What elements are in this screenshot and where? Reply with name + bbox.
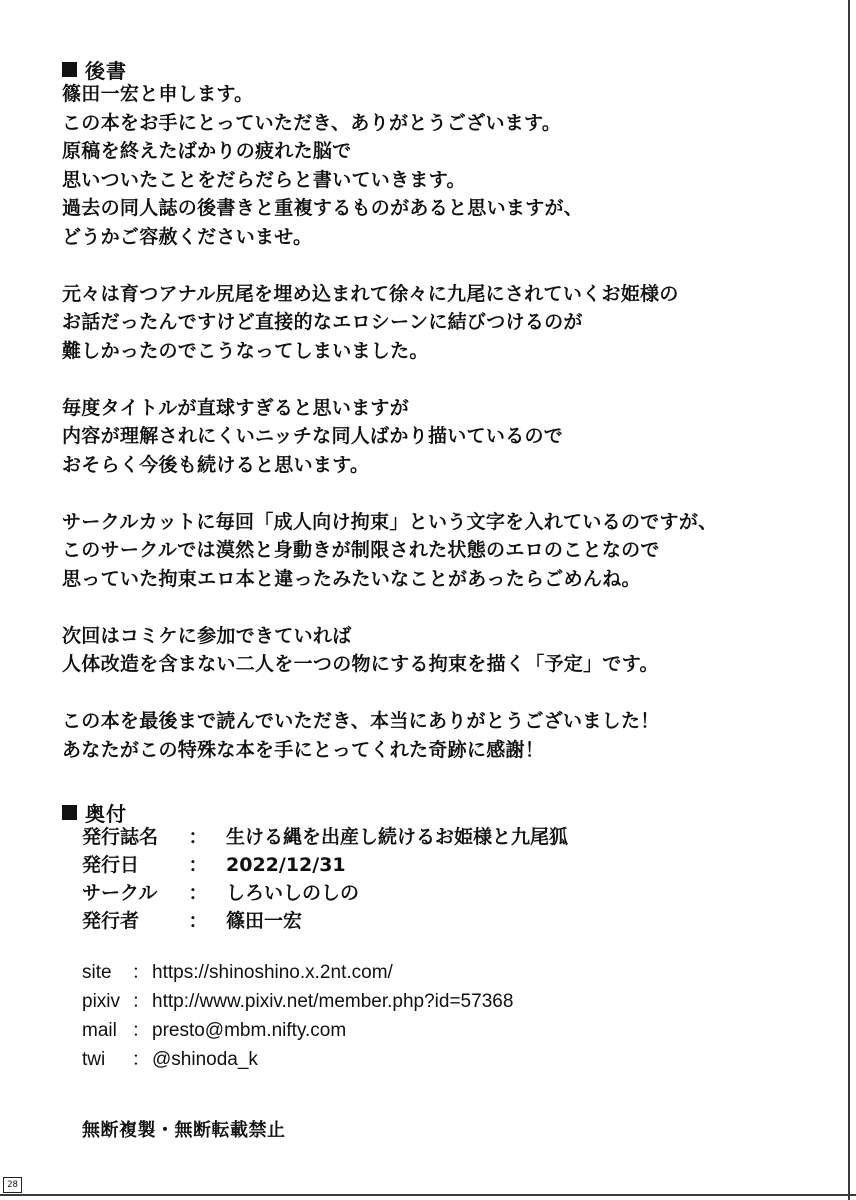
afterword-line: あなたがこの特殊な本を手にとってくれた奇跡に感謝！ (62, 738, 545, 761)
link-separator: ： (131, 962, 151, 983)
link-label: pixiv (82, 991, 121, 1012)
link-separator: ： (131, 1020, 151, 1041)
afterword-line: おそらく今後も続けると思います。 (62, 453, 370, 476)
paragraph-gap (62, 593, 802, 622)
afterword-line: 難しかったのでこうなってしまいました。 (62, 339, 429, 362)
colophon-label: サークル (82, 882, 158, 904)
link-row-twi (82, 1045, 513, 1074)
afterword-line: このサークルでは漠然と身動きが制限された状態のエロのことなので (62, 539, 660, 561)
link-separator: ： (131, 1049, 151, 1070)
afterword-line: 元々は育つアナル尻尾を埋め込まれて徐々に九尾にされていくお姫様の (62, 282, 679, 305)
colophon-value: 生ける縄を出産し続けるお姫様と九尾狐 (226, 826, 569, 848)
contact-links (82, 958, 513, 1074)
mail-address[interactable]: presto@mbm.nifty.com (152, 1020, 347, 1041)
colophon-row-circle (82, 879, 568, 907)
afterword-line: 毎度タイトルが直球すぎると思いますが (62, 396, 410, 419)
link-label: mail (82, 1020, 117, 1041)
link-label: twi (82, 1049, 106, 1070)
pixiv-url[interactable]: http://www.pixiv.net/member.php?id=57368 (152, 991, 514, 1012)
page-edge-right (848, 0, 850, 1200)
colophon-separator: ： (188, 882, 208, 904)
link-row-site (82, 958, 513, 987)
afterword-line: 過去の同人誌の後書きと重複するものがあると思いますが、 (62, 197, 584, 219)
link-label: site (82, 962, 112, 983)
afterword-line: 次回はコミケに参加できていれば (62, 624, 352, 647)
paragraph-gap (62, 679, 802, 708)
colophon-heading-text: 奥付 (85, 802, 127, 826)
colophon-value: しろいしのしの (226, 882, 360, 904)
colophon-row-publisher (82, 907, 568, 935)
site-url[interactable]: https://shinoshino.x.2nt.com/ (152, 962, 393, 983)
copyright-notice: 無断複製・無断転載禁止 (82, 1120, 286, 1141)
paragraph-gap (62, 479, 802, 508)
afterword-body (62, 80, 802, 764)
page-number: 28 (3, 1177, 22, 1193)
afterword-line: この本を最後まで読んでいただき、本当にありがとうございました！ (62, 710, 660, 732)
black-square-icon (62, 805, 77, 820)
link-row-pixiv (82, 987, 513, 1016)
colophon-label: 発行日 (82, 854, 140, 876)
paragraph-gap (62, 251, 802, 280)
afterword-line: 篠田一宏と申します。 (62, 83, 254, 105)
black-square-icon (62, 62, 77, 77)
afterword-line: お話だったんですけど直接的なエロシーンに結びつけるのが (62, 311, 583, 333)
link-row-mail (82, 1016, 513, 1045)
colophon-table (82, 823, 568, 935)
afterword-line: 思いついたことをだらだらと書いていきます。 (62, 168, 466, 191)
page-edge-bottom (0, 1194, 856, 1196)
colophon-value: 篠田一宏 (226, 910, 303, 932)
afterword-line: サークルカットに毎回「成人向け拘束」という文字を入れているのですが、 (62, 510, 718, 533)
afterword-line: この本をお手にとっていただき、ありがとうございます。 (62, 111, 562, 134)
colophon-row-date (82, 851, 568, 879)
afterword-line: 思っていた拘束エロ本と違ったみたいなことがあったらごめんね。 (62, 567, 641, 590)
colophon-row-title (82, 823, 568, 851)
paragraph-gap (62, 365, 802, 394)
colophon-label: 発行誌名 (82, 826, 159, 848)
afterword-line: 内容が理解されにくいニッチな同人ばかり描いているので (62, 425, 564, 447)
link-separator: ： (131, 991, 151, 1012)
afterword-line: 人体改造を含まない二人を一つの物にする拘束を描く「予定」です。 (62, 653, 659, 675)
twitter-handle[interactable]: @shinoda_k (152, 1049, 258, 1070)
colophon-value: 2022/12/31 (226, 854, 346, 876)
afterword-line: どうかご容赦くださいませ。 (62, 225, 313, 248)
colophon-label: 発行者 (82, 910, 140, 932)
colophon-separator: ： (188, 910, 208, 932)
afterword-heading-text: 後書 (85, 59, 127, 83)
colophon-separator: ： (188, 826, 208, 848)
afterword-line: 原稿を終えたばかりの疲れた脳で (62, 140, 352, 162)
colophon-separator: ： (188, 854, 208, 876)
